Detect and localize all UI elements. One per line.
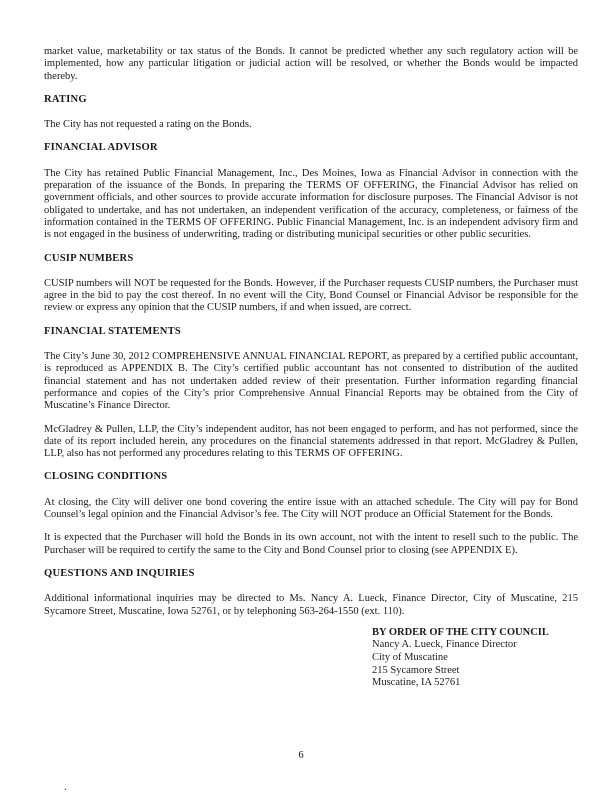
section-paragraph: McGladrey & Pullen, LLP, the City’s independent auditor, has not been engaged to perform, and has not performed, since the date of its report included herein, any procedures on the financial statements addressed in that report. McGladrey & Pullen, LLP, also has not performed any procedures relating to this TERMS OF OFFERING. (44, 423, 578, 460)
section-heading-rating: RATING (44, 93, 87, 105)
section-heading-cusip-numbers: CUSIP NUMBERS (44, 252, 134, 264)
section-heading-financial-statements: FINANCIAL STATEMENTS (44, 325, 181, 337)
section-heading-questions-and-inquiries: QUESTIONS AND INQUIRIES (44, 567, 195, 579)
section-heading-financial-advisor: FINANCIAL ADVISOR (44, 142, 158, 154)
section-financial-advisor (44, 142, 578, 241)
section-rating (44, 94, 578, 132)
section-heading-closing-conditions: CLOSING CONDITIONS (44, 471, 168, 483)
page-number: 6 (298, 750, 304, 761)
section-paragraph: CUSIP numbers will NOT be requested for the Bonds. However, if the Purchaser requests CUSIP numbers, the Purchaser must agree in the bid to pay the cost thereof. In no event will the City, Bond Counsel or Financial Advisor be responsible for the review or express any opinion that the CUSIP numbers, if and when issued, are correct. (44, 277, 578, 314)
section-paragraph: The City has retained Public Financial Management, Inc., Des Moines, Iowa as Financial Advisor in connection with the preparation of the issuance of the Bonds. In preparing the TERMS OF OFFERING, the Financial Advisor has relied on government officials, and other sources to provide accurate information for disclosure purposes. The Financial Advisor is not obligated to undertake, and has not undertaken, an independent verification of the accuracy, completeness, or fairness of the information contained in the TERMS OF OFFERING. Public Financial Management, Inc. is an independent advisory firm and is not engaged in the business of underwriting, trading or distributing municipal securities or other public securities. (44, 167, 578, 241)
section-paragraph: At closing, the City will deliver one bond covering the entire issue with an attached schedule. The City will pay for Bond Counsel’s legal opinion and the Financial Advisor’s fee. The City will NOT produce an Official Statement for the Bonds. (44, 496, 578, 521)
section-closing-conditions (44, 471, 578, 556)
section-paragraph: Additional informational inquiries may be directed to Ms. Nancy A. Lueck, Finance Director, City of Muscatine, 215 Sycamore Street, Muscatine, Iowa 52761, or by telephoning 563-264-1550 (ext. 110). (44, 593, 578, 617)
signature-city-line: Muscatine, IA 52761 (372, 677, 461, 689)
stray-scan-mark: . (64, 781, 67, 793)
signature-name-line: Nancy A. Lueck, Finance Director (372, 639, 517, 651)
signature-order-line: BY ORDER OF THE CITY COUNCIL (372, 626, 549, 638)
section-questions-and-inquiries (44, 568, 578, 618)
section-paragraph: The City has not requested a rating on the Bonds. (44, 119, 252, 131)
signature-org-line: City of Muscatine (372, 651, 448, 663)
signature-block (372, 627, 578, 690)
section-paragraph: The City’s June 30, 2012 COMPREHENSIVE ANNUAL FINANCIAL REPORT, as prepared by a certified public accountant, is reproduced as APPENDIX B. The City’s certified public accountant has not consented to distribution of the audited financial statement and has not undertaken added review of their presentation. Further information regarding financial performance and copies of the City’s prior Comprehensive Annual Financial Reports may be obtained from the City of Muscatine’s Finance Director. (44, 351, 578, 412)
section-financial-statements (44, 326, 578, 461)
section-paragraph: It is expected that the Purchaser will hold the Bonds in its own account, not with the intent to resell such to the public. The Purchaser will be required to certify the same to the City and Bond Counsel prior to closing (see APPENDIX E). (44, 532, 578, 556)
signature-street-line: 215 Sycamore Street (372, 664, 460, 676)
section-cusip-numbers (44, 253, 578, 315)
document-body (44, 46, 578, 690)
intro-paragraph: market value, marketability or tax status of the Bonds. It cannot be predicted whether any such regulatory action will be implemented, how any particular litigation or judicial action will be resolved, or whether the Bonds would be impacted thereby. (44, 46, 578, 82)
